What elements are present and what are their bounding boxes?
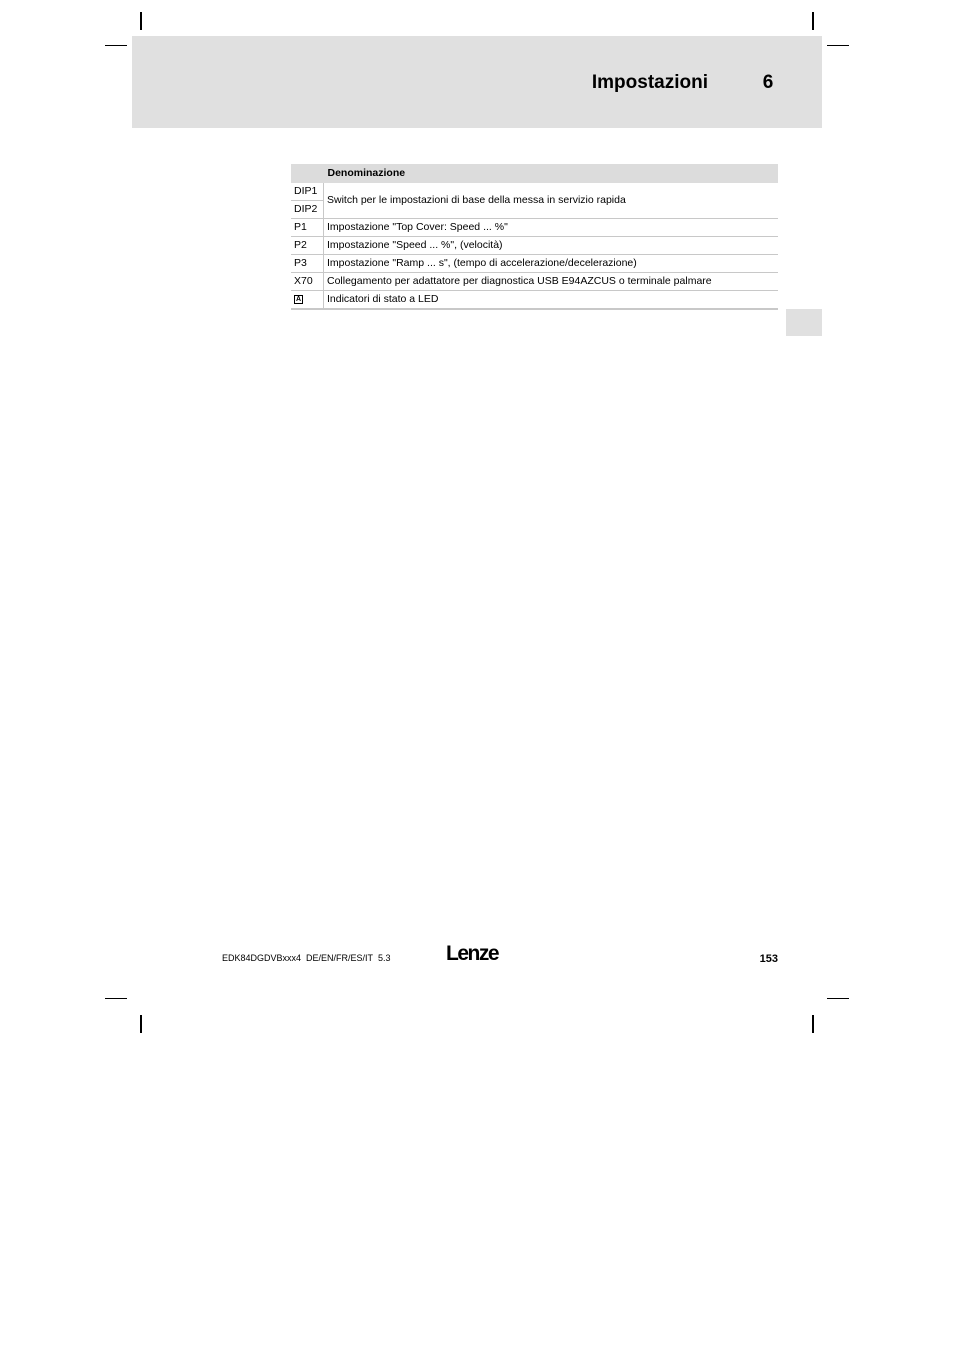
boxed-letter-icon: A: [295, 295, 302, 303]
row-description: Collegamento per adattatore per diagnostica USB E94AZCUS o terminale palmare: [324, 273, 779, 291]
designation-table: [291, 164, 778, 310]
crop-mark: [140, 12, 142, 30]
row-code: P1: [291, 219, 324, 237]
table-header-row: [291, 164, 778, 183]
table-row: [291, 255, 778, 273]
document-identifier: [222, 953, 391, 963]
row-description: Impostazione "Top Cover: Speed ... %": [324, 219, 779, 237]
crop-mark: [105, 998, 127, 999]
table-row: [291, 237, 778, 255]
table-header-designation: Denominazione: [324, 164, 779, 183]
crop-mark: [812, 12, 814, 30]
row-description: Indicatori di stato a LED: [324, 291, 779, 310]
row-code: X70: [291, 273, 324, 291]
chapter-header-band: [132, 36, 822, 128]
table-row: [291, 273, 778, 291]
row-description: Switch per le impostazioni di base della messa in servizio rapida: [324, 183, 779, 219]
row-code: DIP2: [291, 201, 324, 219]
doc-code: EDK84DGDVBxxx4: [222, 953, 302, 963]
chapter-number: 6: [762, 72, 774, 93]
crop-mark: [827, 998, 849, 999]
crop-mark: [812, 1015, 814, 1033]
doc-version: 5.3: [378, 953, 391, 963]
crop-mark: [105, 45, 127, 46]
row-code: [291, 291, 324, 310]
row-code: P2: [291, 237, 324, 255]
table-header-code: [291, 164, 324, 183]
table-row: [291, 219, 778, 237]
crop-mark: [827, 45, 849, 46]
row-description: Impostazione "Ramp ... s", (tempo di accelerazione/decelerazione): [324, 255, 779, 273]
lenze-logo: Lenze: [446, 942, 499, 965]
chapter-thumb-tab: [786, 309, 822, 336]
chapter-title: Impostazioni: [591, 72, 708, 93]
row-code: P3: [291, 255, 324, 273]
page-number: 153: [759, 953, 778, 965]
crop-mark: [140, 1015, 142, 1033]
row-code: DIP1: [291, 183, 324, 201]
table-row: [291, 183, 778, 201]
row-description: Impostazione "Speed ... %", (velocità): [324, 237, 779, 255]
table-row: [291, 291, 778, 310]
doc-languages: DE/EN/FR/ES/IT: [306, 953, 374, 963]
